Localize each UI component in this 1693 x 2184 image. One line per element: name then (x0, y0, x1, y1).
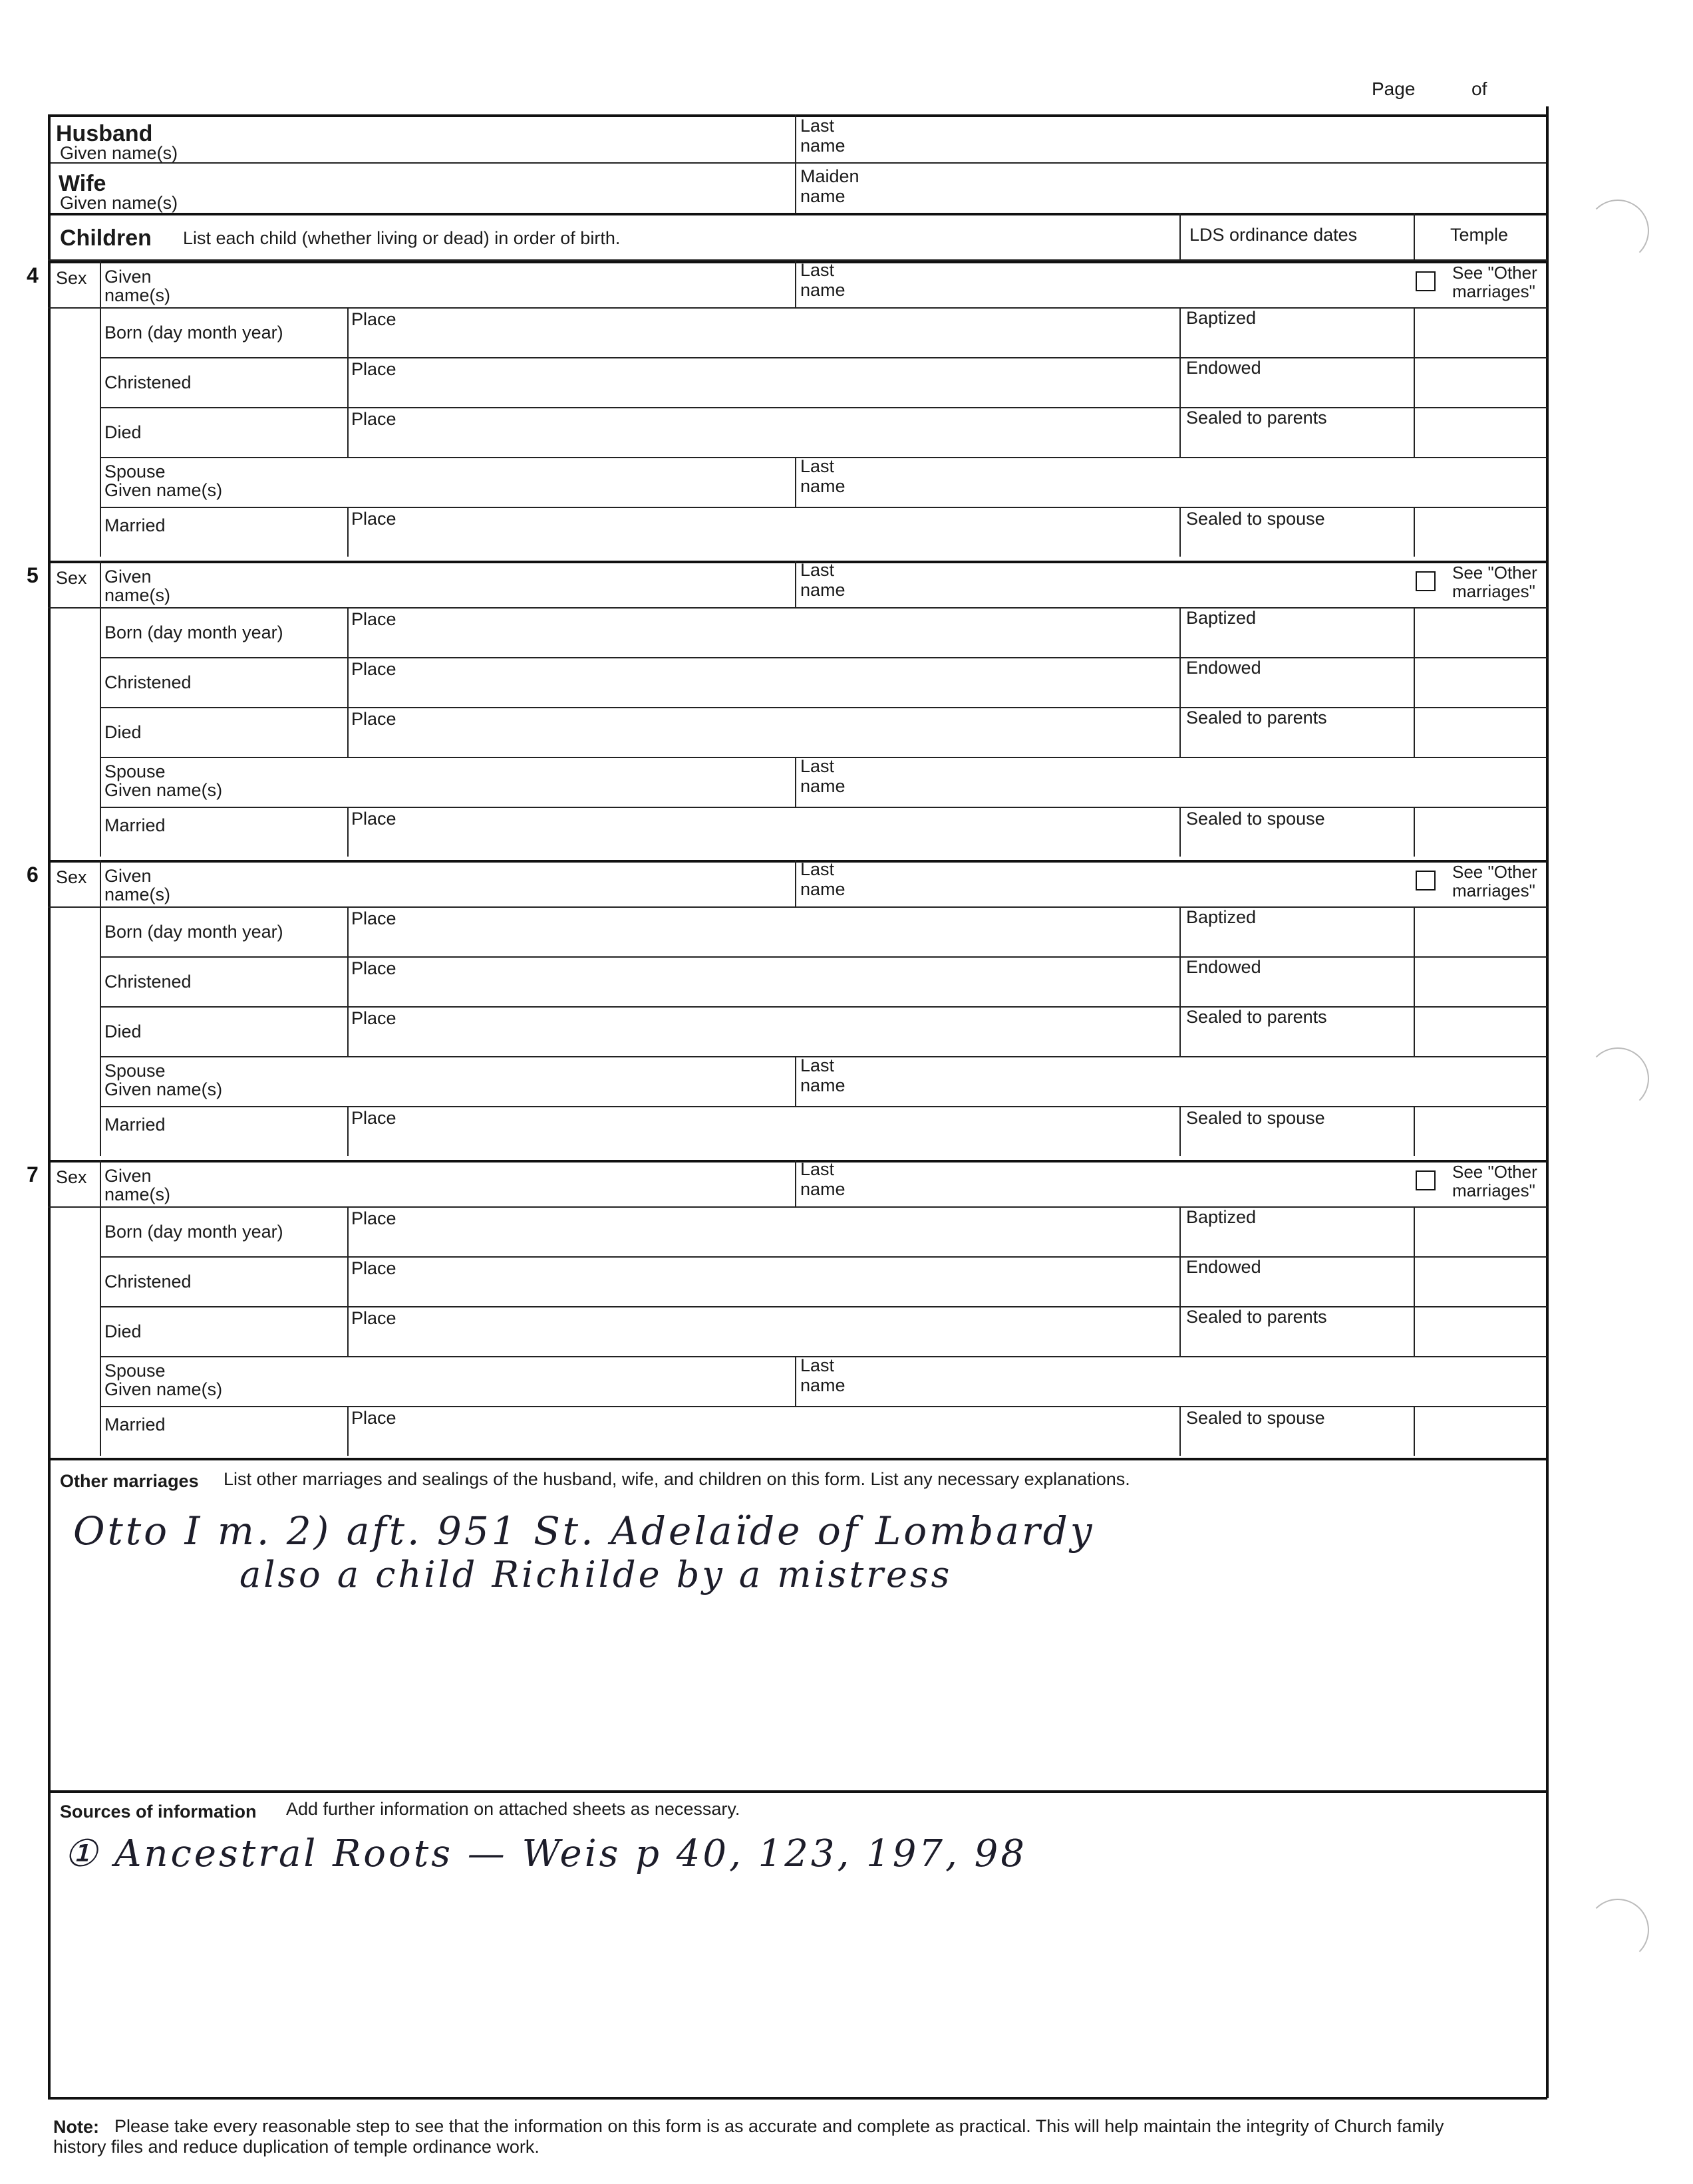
sex-label: Sex (56, 1167, 87, 1187)
wife-maiden-label-2: name (800, 186, 846, 206)
of-label: of (1471, 78, 1487, 99)
endowed-label: Endowed (1186, 358, 1261, 378)
place-label: Place (351, 609, 396, 629)
baptized-label: Baptized (1186, 907, 1257, 927)
wife-given-label: Given name(s) (60, 193, 178, 213)
spouse-last-label: Last (800, 1355, 835, 1375)
binder-ring-1 (1587, 200, 1649, 262)
child-number: 7 (27, 1162, 39, 1186)
children-instruction: List each child (whether living or dead) in order of birth. (183, 228, 621, 248)
wife-title: Wife (59, 171, 106, 196)
spouse-label: Spouse (104, 1061, 166, 1081)
endowed-label: Endowed (1186, 957, 1261, 977)
last-label-2: name (800, 879, 846, 899)
binder-ring-3 (1587, 1899, 1649, 1961)
child-number: 6 (27, 863, 39, 887)
place-label: Place (351, 958, 396, 978)
given-label-2: name(s) (104, 1184, 171, 1204)
place-label: Place (351, 908, 396, 928)
see-other-marriages-checkbox[interactable] (1416, 1170, 1436, 1190)
given-label-2: name(s) (104, 585, 171, 605)
spouse-label: Spouse (104, 1361, 166, 1381)
married-label: Married (104, 815, 166, 835)
died-label: Died (104, 722, 142, 742)
spouse-label: Spouse (104, 462, 166, 481)
sealed-to-parents-label: Sealed to parents (1186, 408, 1327, 428)
last-label-2: name (800, 280, 846, 300)
sealed-to-spouse-label: Sealed to spouse (1186, 1108, 1325, 1128)
note-text-2: history files and reduce duplication of temple ordinance work. (53, 2137, 539, 2157)
spouse-last-label-2: name (800, 776, 846, 796)
born-label: Born (day month year) (104, 323, 283, 342)
sources-title: Sources of information (60, 1802, 257, 1822)
children-title: Children (60, 225, 152, 251)
see-other-label: See "Other (1452, 1162, 1537, 1182)
spouse-last-label: Last (800, 1055, 835, 1075)
temple-label: Temple (1450, 225, 1509, 245)
sealed-to-spouse-label: Sealed to spouse (1186, 1408, 1325, 1428)
sex-label: Sex (56, 568, 87, 588)
sealed-to-parents-label: Sealed to parents (1186, 1007, 1327, 1027)
endowed-label: Endowed (1186, 1257, 1261, 1277)
see-other-label: See "Other (1452, 862, 1537, 882)
born-label: Born (day month year) (104, 1222, 283, 1242)
other-marriages-handwriting-2: also a child Richilde by a mistress (239, 1554, 953, 1595)
see-other-marriages-checkbox[interactable] (1416, 571, 1436, 591)
married-label: Married (104, 1415, 166, 1434)
last-label: Last (800, 1159, 835, 1179)
given-label: Given (104, 1166, 152, 1186)
husband-last-label-2: name (800, 136, 846, 156)
place-label: Place (351, 709, 396, 729)
born-label: Born (day month year) (104, 922, 283, 942)
place-label: Place (351, 309, 396, 329)
binder-ring-2 (1587, 1047, 1649, 1110)
sources-instruction: Add further information on attached sheets as necessary. (286, 1799, 740, 1819)
married-label: Married (104, 1115, 166, 1135)
christened-label: Christened (104, 1272, 192, 1292)
page-label: Page (1372, 78, 1416, 99)
last-label: Last (800, 560, 835, 580)
married-label: Married (104, 515, 166, 535)
christened-label: Christened (104, 372, 192, 392)
given-label-2: name(s) (104, 285, 171, 305)
note-text-1: Please take every reasonable step to see that the information on this form is as accurate and complete as practical. This will help maintain the integrity of Church family (114, 2116, 1444, 2136)
see-other-label-2: marriages" (1452, 1180, 1535, 1200)
place-label: Place (351, 1408, 396, 1428)
spouse-last-label: Last (800, 756, 835, 776)
lds-ordinance-label: LDS ordinance dates (1189, 225, 1358, 245)
spouse-last-label: Last (800, 456, 835, 476)
other-marriages-handwriting-1: Otto I m. 2) aft. 951 St. Adelaïde of Lombardy (73, 1508, 1095, 1554)
sources-handwriting-1: ① Ancestral Roots — Weis p 40, 123, 197, 98 (64, 1832, 1027, 1875)
christened-label: Christened (104, 672, 192, 692)
given-label: Given (104, 866, 152, 886)
place-label: Place (351, 1008, 396, 1028)
place-label: Place (351, 659, 396, 679)
place-label: Place (351, 359, 396, 379)
given-label: Given (104, 567, 152, 587)
place-label: Place (351, 509, 396, 529)
child-number: 5 (27, 563, 39, 587)
last-label: Last (800, 260, 835, 280)
sealed-to-parents-label: Sealed to parents (1186, 1307, 1327, 1327)
place-label: Place (351, 809, 396, 829)
born-label: Born (day month year) (104, 622, 283, 642)
place-label: Place (351, 1208, 396, 1228)
spouse-label-2: Given name(s) (104, 780, 223, 800)
place-label: Place (351, 1258, 396, 1278)
sex-label: Sex (56, 867, 87, 887)
last-label-2: name (800, 1179, 846, 1199)
spouse-label-2: Given name(s) (104, 1379, 223, 1399)
see-other-label-2: marriages" (1452, 281, 1535, 301)
last-label-2: name (800, 580, 846, 600)
spouse-label: Spouse (104, 761, 166, 781)
see-other-label-2: marriages" (1452, 881, 1535, 900)
spouse-last-label-2: name (800, 1075, 846, 1095)
note-title: Note: (53, 2117, 99, 2137)
baptized-label: Baptized (1186, 608, 1257, 628)
see-other-marriages-checkbox[interactable] (1416, 271, 1436, 291)
husband-given-label: Given name(s) (60, 143, 178, 163)
husband-last-label: Last (800, 116, 835, 136)
died-label: Died (104, 1321, 142, 1341)
sealed-to-spouse-label: Sealed to spouse (1186, 809, 1325, 829)
sex-label: Sex (56, 268, 87, 288)
see-other-label: See "Other (1452, 563, 1537, 583)
given-label-2: name(s) (104, 885, 171, 904)
other-marriages-title: Other marriages (60, 1471, 199, 1491)
spouse-label-2: Given name(s) (104, 1079, 223, 1099)
baptized-label: Baptized (1186, 308, 1257, 328)
spouse-last-label-2: name (800, 1375, 846, 1395)
endowed-label: Endowed (1186, 658, 1261, 678)
last-label: Last (800, 859, 835, 879)
see-other-label-2: marriages" (1452, 581, 1535, 601)
see-other-label: See "Other (1452, 263, 1537, 283)
husband-title: Husband (56, 121, 153, 146)
given-label: Given (104, 267, 152, 287)
place-label: Place (351, 409, 396, 429)
wife-maiden-label: Maiden (800, 166, 859, 186)
place-label: Place (351, 1308, 396, 1328)
baptized-label: Baptized (1186, 1207, 1257, 1227)
place-label: Place (351, 1108, 396, 1128)
other-marriages-instruction: List other marriages and sealings of the husband, wife, and children on this form. List any necessary explanations. (224, 1469, 1130, 1489)
spouse-last-label-2: name (800, 476, 846, 496)
child-number: 4 (27, 263, 39, 287)
sealed-to-spouse-label: Sealed to spouse (1186, 509, 1325, 529)
died-label: Died (104, 1022, 142, 1041)
spouse-label-2: Given name(s) (104, 480, 223, 500)
christened-label: Christened (104, 972, 192, 992)
see-other-marriages-checkbox[interactable] (1416, 871, 1436, 890)
sealed-to-parents-label: Sealed to parents (1186, 708, 1327, 728)
died-label: Died (104, 422, 142, 442)
